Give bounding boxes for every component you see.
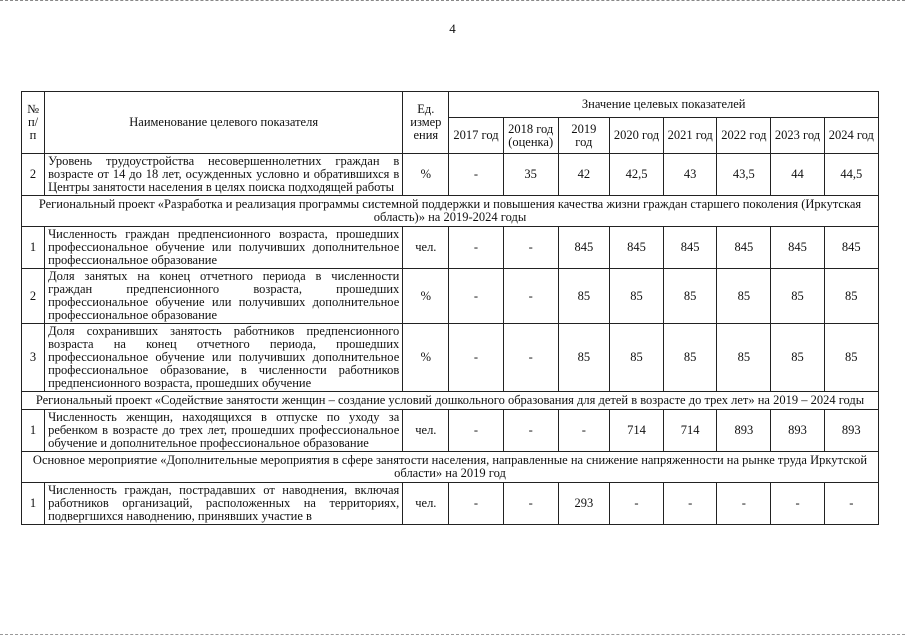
- indicator-name: Доля занятых на конец отчетного периода в численности граждан предпенсионного возраста, прошедших профессиональное обучение или получивших дополнительное профессиональное образование: [45, 269, 403, 324]
- value-cell: -: [449, 410, 503, 452]
- value-cell: 85: [664, 324, 717, 392]
- value-cell: -: [824, 483, 878, 525]
- value-cell: 42,5: [609, 154, 663, 196]
- section-row: [22, 392, 879, 410]
- unit-cell: чел.: [403, 410, 449, 452]
- section-title: Региональный проект «Содействие занятости женщин – создание условий дошкольного образования для детей в возрасте до трех лет» на 2019 – 2024 годы: [22, 392, 879, 410]
- value-cell: 85: [558, 324, 609, 392]
- value-cell: 293: [558, 483, 609, 525]
- row-number: 1: [22, 410, 45, 452]
- value-cell: -: [717, 483, 771, 525]
- header-year: 2021 год: [664, 118, 717, 154]
- value-cell: -: [503, 483, 558, 525]
- header-unit: Ед. измер ения: [403, 92, 449, 154]
- value-cell: 85: [824, 269, 878, 324]
- value-cell: -: [503, 269, 558, 324]
- value-cell: 85: [717, 269, 771, 324]
- row-number: 1: [22, 483, 45, 525]
- section-row: [22, 452, 879, 483]
- header-year: 2020 год: [609, 118, 663, 154]
- header-year: 2017 год: [449, 118, 503, 154]
- value-cell: 85: [558, 269, 609, 324]
- value-cell: 85: [609, 269, 663, 324]
- value-cell: -: [503, 227, 558, 269]
- value-cell: 845: [771, 227, 824, 269]
- table-row: [22, 154, 879, 196]
- row-number: 3: [22, 324, 45, 392]
- row-number: 1: [22, 227, 45, 269]
- row-number: 2: [22, 269, 45, 324]
- value-cell: -: [449, 227, 503, 269]
- unit-cell: чел.: [403, 227, 449, 269]
- value-cell: -: [449, 269, 503, 324]
- value-cell: 35: [503, 154, 558, 196]
- value-cell: 85: [771, 269, 824, 324]
- value-cell: 845: [824, 227, 878, 269]
- value-cell: 714: [609, 410, 663, 452]
- table-body: [22, 154, 879, 525]
- table-header: [22, 92, 879, 154]
- indicator-name: Численность женщин, находящихся в отпуске по уходу за ребенком в возрасте до трех лет, прошедших профессиональное обучение и дополнительное профессиональное образование: [45, 410, 403, 452]
- value-cell: 714: [664, 410, 717, 452]
- table-row: [22, 269, 879, 324]
- value-cell: -: [771, 483, 824, 525]
- value-cell: 845: [558, 227, 609, 269]
- value-cell: 44: [771, 154, 824, 196]
- section-title: Региональный проект «Разработка и реализация программы системной поддержки и повышения качества жизни граждан старшего поколения (Иркутская область)» на 2019-2024 годы: [22, 196, 879, 227]
- value-cell: 85: [717, 324, 771, 392]
- value-cell: 893: [771, 410, 824, 452]
- header-name: Наименование целевого показателя: [45, 92, 403, 154]
- value-cell: -: [503, 324, 558, 392]
- unit-cell: чел.: [403, 483, 449, 525]
- unit-cell: %: [403, 324, 449, 392]
- indicators-table: [21, 91, 879, 525]
- top-border-line: [0, 0, 905, 3]
- value-cell: -: [558, 410, 609, 452]
- header-year: 2023 год: [771, 118, 824, 154]
- table-row: [22, 227, 879, 269]
- value-cell: 42: [558, 154, 609, 196]
- header-year: 2019 год: [558, 118, 609, 154]
- indicator-name: Численность граждан, пострадавших от наводнения, включая работников организаций, расположенных на территориях, подвергшихся наводнению, принявших участие в: [45, 483, 403, 525]
- header-year: 2022 год: [717, 118, 771, 154]
- value-cell: 845: [609, 227, 663, 269]
- indicator-name: Доля сохранивших занятость работников предпенсионного возраста на конец отчетного периода, прошедших профессиональное обучение или получивших дополнительное профессиональное образование, в численности работников предпенсионного возраста, прошедших обучение: [45, 324, 403, 392]
- header-year: 2018 год (оценка): [503, 118, 558, 154]
- value-cell: 893: [717, 410, 771, 452]
- unit-cell: %: [403, 269, 449, 324]
- header-values-group: Значение целевых показателей: [449, 92, 879, 118]
- value-cell: 44,5: [824, 154, 878, 196]
- value-cell: 43,5: [717, 154, 771, 196]
- section-title: Основное мероприятие «Дополнительные мероприятия в сфере занятости населения, направленные на снижение напряженности на рынке труда Иркутской области» на 2019 год: [22, 452, 879, 483]
- unit-cell: %: [403, 154, 449, 196]
- value-cell: 85: [824, 324, 878, 392]
- value-cell: 85: [609, 324, 663, 392]
- value-cell: 85: [771, 324, 824, 392]
- value-cell: 845: [717, 227, 771, 269]
- header-num: № п/п: [22, 92, 45, 154]
- value-cell: -: [664, 483, 717, 525]
- value-cell: 893: [824, 410, 878, 452]
- table-row: [22, 410, 879, 452]
- page-number: 4: [449, 21, 456, 36]
- indicator-name: Численность граждан предпенсионного возраста, прошедших профессиональное обучение или получивших дополнительное профессиональное образование: [45, 227, 403, 269]
- value-cell: -: [449, 483, 503, 525]
- value-cell: -: [449, 324, 503, 392]
- value-cell: -: [503, 410, 558, 452]
- header-year: 2024 год: [824, 118, 878, 154]
- row-number: 2: [22, 154, 45, 196]
- bottom-border-line: [0, 634, 905, 637]
- table-row: [22, 483, 879, 525]
- value-cell: -: [449, 154, 503, 196]
- section-row: [22, 196, 879, 227]
- table-row: [22, 324, 879, 392]
- value-cell: 43: [664, 154, 717, 196]
- indicator-name: Уровень трудоустройства несовершеннолетних граждан в возрасте от 14 до 18 лет, осужденных условно и обратившихся в Центры занятости населения в целях поиска подходящей работы: [45, 154, 403, 196]
- value-cell: -: [609, 483, 663, 525]
- value-cell: 845: [664, 227, 717, 269]
- value-cell: 85: [664, 269, 717, 324]
